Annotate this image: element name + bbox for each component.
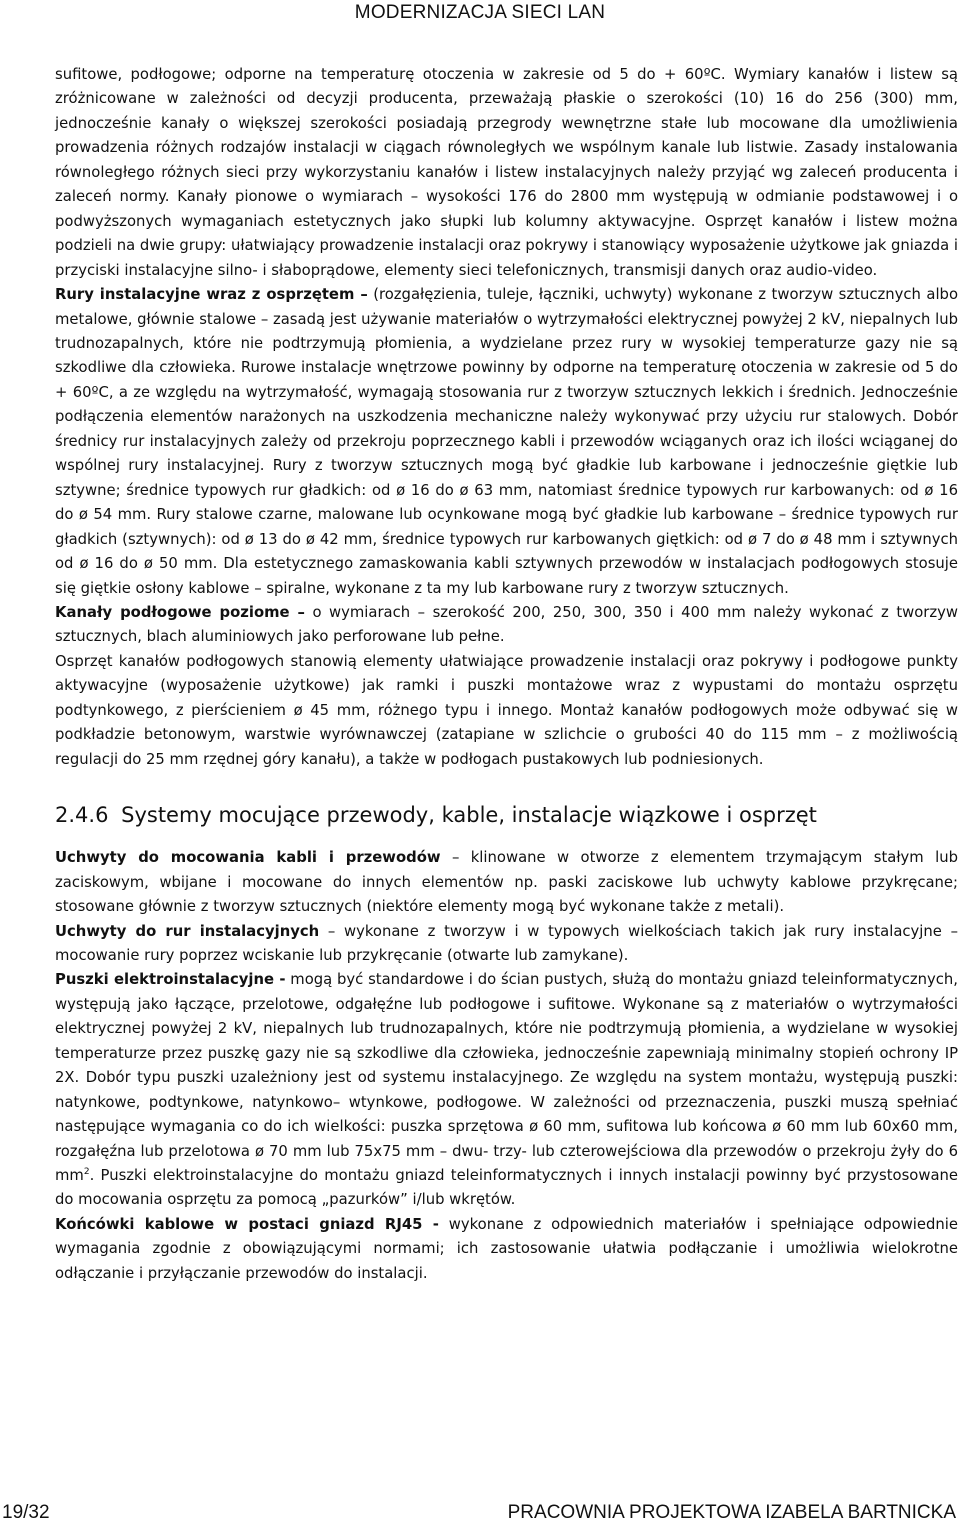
paragraph-channels (55, 63, 958, 283)
paragraph-conduit-holders (55, 920, 958, 969)
paragraph-lead: Uchwyty do rur instalacyjnych (55, 922, 320, 940)
paragraph-floor-accessories (55, 650, 958, 772)
section-heading (55, 802, 958, 828)
paragraph-text: – wykonane z tworzyw i w typowych wielkościach takich jak rury instalacyjne – mocowanie rury poprzez wciskanie lub przykręcanie (otwarte lub zamykane). (55, 922, 959, 964)
paragraph-lead: Rury instalacyjne wraz z osprzętem – (55, 286, 368, 304)
page-header: MODERNIZACJA SIECI LAN (354, 2, 606, 23)
page-footer (0, 1502, 960, 1526)
paragraph-text: . Puszki elektroinstalacyjne do montażu gniazd teleinformatycznych i innych instalacji powinny być przystosowane do mocowania osprzętu za pomocą „pazurków” i/lub wkrętów. (55, 1167, 958, 1209)
section-title: Systemy mocujące przewody, kable, instalacje wiązkowe i osprzęt (121, 803, 817, 828)
paragraph-floor-channels (55, 601, 958, 650)
page-number: 19/32 (2, 1502, 50, 1523)
paragraph-text: Osprzęt kanałów podłogowych stanowią elementy ułatwiające prowadzenie instalacji oraz pokrywy i podłogowe punkty aktywacyjne (wyposażenie użytkowe) jak ramki i puszki montażowe wraz z wypustami do montażu osprzętu podtynkowego, z pierścieniem ø 45 mm, różnego typu i innego. Montaż kanałów podłogowych może odbywać się w podkładzie betonowym, warstwie wyrównawczej (zatapiane w szlichcie o grubości 40 do 115 mm – z możliwością regulacji do 25 mm rzędnej góry kanału), a także w podłogach pustakowych lub podniesionych. (55, 652, 958, 768)
paragraph-boxes (55, 968, 958, 1213)
paragraph-rj45 (55, 1213, 958, 1286)
paragraph-text: mogą być standardowe i do ścian pustych, służą do montażu gniazd teleinformatycznych, występują jako łączące, przelotowe, odgałęźne lub podłogowe i sufitowe. Wykonane są z materiałów o wytrzymałości elektrycznej powyżej 2 kV, niepalnych lub trudnozapalnych, które nie podtrzymują płomienia, a wydzielane w wysokiej temperaturze przez puszkę gazy nie są szkodliwe dla człowieka, jednocześnie zapewniają minimalny stopień ochrony IP 2X. Dobór typu puszki uzależniony jest od systemu instalacyjnego. Ze względu na system montażu, występują puszki: natynkowe, podtynkowe, natynkowo– wtynkowe, podłogowe. W zależności od przeznaczenia, puszki muszą spełniać następujące wymagania co do ich wielkości: puszka sprzętowa ø 60 mm, sufitowa lub końcowa ø 60 mm lub 60x60 mm, rozgałęźna lub przelotowa ø 70 mm lub 75x75 mm – dwu- trzy- lub czterowejściowa dla przewodów o przekroju żyły do 6 mm (55, 971, 958, 1185)
paragraph-text: (rozgałęzienia, tuleje, łączniki, uchwyty) wykonane z tworzyw sztucznych albo metalowe, głównie stalowe – zasadą jest używanie materiałów o wytrzymałości elektrycznej powyżej 2 kV, niepalnych lub trudnozapalnych, które nie podtrzymują płomienia, a wydzielane przez rury w wysokiej temperaturze gazy nie są szkodliwe dla człowieka. Rurowe instalacje wnętrzowe powinny by odporne na temperaturę otoczenia w zakresie od 5 do + 60ºC, a ze względu na wytrzymałość, wymagają stosowania rur z tworzyw sztucznych lekkich i średnich. Jednocześnie podłączenia elementów narażonych na uszkodzenia mechaniczne należy wykonywać przy użyciu rur stalowych. Dobór średnicy rur instalacyjnych zależy od przekroju poprzecznego kabli i przewodów wciąganych oraz ich ilości wciąganej do wspólnej rury instalacyjnej. Rury z tworzyw sztucznych mogą być gładkie lub karbowane i jednocześnie giętkie lub sztywne; średnice typowych rur gładkich: od ø 16 do ø 63 mm, natomiast średnice typowych rur karbowanych: od ø 16 do ø 54 mm. Rury stalowe czarne, malowane lub ocynkowane mogą być gładkie lub karbowane – średnice typowych rur gładkich (sztywnych): od ø 13 do ø 42 mm, średnice typowych rur karbowanych giętkich: od ø 7 do ø 48 mm i sztywnych od ø 16 do ø 50 mm. Dla estetycznego zamaskowania kabli sztywnych przewodów w instalacjach podłogowych stosuje się giętkie osłony kablowe – spiralne, wykonane z ta my lub karbowane rury z tworzyw sztucznych. (55, 286, 959, 597)
paragraph-text: o wymiarach – szerokość 200, 250, 300, 350 i 400 mm należy wykonać z tworzyw sztucznych, blach aluminiowych jako perforowane lub pełne. (55, 603, 958, 646)
footer-company: PRACOWNIA PROJEKTOWA IZABELA BARTNICKA (507, 1502, 956, 1523)
paragraph-conduits (55, 283, 958, 601)
paragraph-cable-holders (55, 846, 958, 919)
paragraph-lead: Kanały podłogowe poziome – (55, 603, 305, 621)
paragraph-text: wykonane z odpowiednich materiałów i spełniające odpowiednie wymagania zgodnie z obowiązującymi normami; ich zastosowanie ułatwia podłączanie i umożliwia wielokrotne odłączanie i przyłączanie przewodów do instalacji. (55, 1215, 958, 1282)
paragraph-text: sufitowe, podłogowe; odporne na temperaturę otoczenia w zakresie od 5 do + 60ºC. Wymiary kanałów i listew są zróżnicowane w zależności od decyzji producenta, przeważają płaskie o szerokości (10) 16 do 256 (300) mm, jednocześnie kanały o większej szerokości posiadają przegrody wewnętrzne stałe lub mocowane dla umożliwienia prowadzenia różnych rodzajów instalacji w ciągach równoległych we wspólnym kanale lub listwie. Zasady instalowania równoległego różnych sieci przy wykorzystaniu kanałów i listew instalacyjnych należy przyjąć wg zaleceń producenta i zaleceń normy. Kanały pionowe o wymiarach – wysokości 176 do 2800 mm występują w odmianie podstawowej i o podwyższonych wymaganiach estetycznych jako słupki lub kolumny aktywacyjne. Osprzęt kanałów i listew można podzieli na dwie grupy: ułatwiający prowadzenie instalacji oraz pokrywy i stanowiący wyposażenie użytkowe jak gniazda i przyciski instalacyjne silno- i słaboprądowe, elementy sieci telefonicznych, transmisji danych oraz audio-video. (55, 66, 958, 279)
section-number: 2.4.6 (55, 803, 109, 828)
document-body (55, 63, 958, 1286)
paragraph-lead: Puszki elektroinstalacyjne - (55, 971, 286, 989)
paragraph-lead: Uchwyty do mocowania kabli i przewodów (55, 849, 441, 867)
paragraph-text: – klinowane w otworze z elementem trzymającym stałym lub zaciskowym, wbijane i mocowane do innych elementów np. paski zaciskowe lub uchwyty kablowe przykręcane; stosowane głównie z tworzyw sztucznych (niektóre elementy mogą być wykonane także z metali). (55, 849, 958, 916)
paragraph-lead: Końcówki kablowe w postaci gniazd RJ45 - (55, 1215, 439, 1233)
superscript: 2 (83, 1167, 90, 1178)
